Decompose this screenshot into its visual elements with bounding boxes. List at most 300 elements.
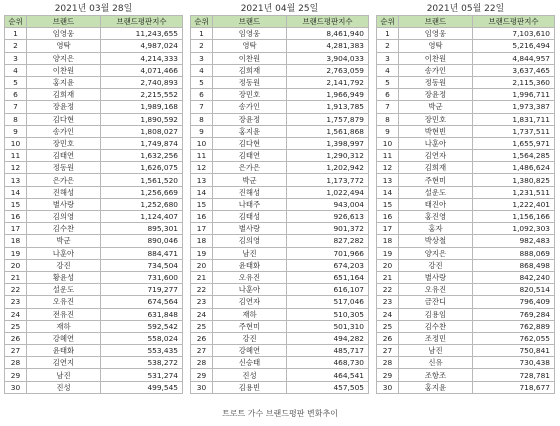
rank-cell: 9 (191, 125, 213, 137)
score-cell: 1,626,075 (101, 162, 183, 174)
brand-name-cell: 신유 (399, 357, 473, 369)
rank-cell: 4 (191, 64, 213, 76)
brand-name-cell: 전유진 (27, 308, 101, 320)
rank-cell: 3 (5, 52, 27, 64)
table-row (377, 320, 555, 332)
table-row (377, 235, 555, 247)
brand-name-cell: 박현빈 (399, 125, 473, 137)
score-cell: 1,022,494 (287, 186, 369, 198)
table-row (5, 76, 183, 88)
table-row (5, 113, 183, 125)
brand-name-cell: 김연지 (27, 357, 101, 369)
brand-name-cell: 홍지윤 (27, 76, 101, 88)
brand-name-cell: 나태주 (213, 198, 287, 210)
rank-cell: 20 (377, 259, 399, 271)
score-cell: 1,831,711 (473, 113, 555, 125)
brand-name-cell: 별사랑 (213, 223, 287, 235)
score-cell: 631,848 (101, 308, 183, 320)
score-cell: 517,046 (287, 296, 369, 308)
rank-cell: 14 (5, 186, 27, 198)
rank-cell: 2 (5, 40, 27, 52)
brand-name-cell: 김다현 (213, 137, 287, 149)
score-cell: 4,071,466 (101, 64, 183, 76)
table-row (191, 357, 369, 369)
table-row (5, 174, 183, 186)
brand-name-cell: 나훈아 (27, 247, 101, 259)
table-row (191, 247, 369, 259)
table-row (377, 28, 555, 40)
rank-cell: 18 (5, 235, 27, 247)
score-cell: 616,107 (287, 284, 369, 296)
table-row (377, 64, 555, 76)
brand-name-cell: 양지은 (399, 247, 473, 259)
score-cell: 1,092,303 (473, 223, 555, 235)
ranking-table (4, 15, 183, 394)
rank-cell: 1 (191, 28, 213, 40)
score-cell: 820,514 (473, 284, 555, 296)
table-row (377, 345, 555, 357)
rank-cell: 29 (191, 369, 213, 381)
brand-name-cell: 김희재 (399, 162, 473, 174)
table-row (5, 198, 183, 210)
brand-header: 브랜드 (213, 16, 287, 28)
rank-cell: 5 (377, 76, 399, 88)
table-row (5, 150, 183, 162)
rank-cell: 21 (191, 271, 213, 283)
rank-cell: 12 (377, 162, 399, 174)
rank-cell: 17 (5, 223, 27, 235)
table-header-row (191, 16, 369, 28)
score-cell: 888,069 (473, 247, 555, 259)
brand-name-cell: 김용임 (399, 308, 473, 320)
brand-name-cell: 남진 (213, 247, 287, 259)
score-cell: 531,274 (101, 369, 183, 381)
rank-cell: 8 (5, 113, 27, 125)
rank-cell: 11 (191, 150, 213, 162)
table-row (5, 40, 183, 52)
score-cell: 901,372 (287, 223, 369, 235)
table-row (377, 76, 555, 88)
table-row (191, 211, 369, 223)
table-row (191, 76, 369, 88)
rank-cell: 6 (5, 89, 27, 101)
rank-cell: 14 (377, 186, 399, 198)
rank-cell: 27 (5, 345, 27, 357)
score-cell: 1,890,592 (101, 113, 183, 125)
score-cell: 11,243,655 (101, 28, 183, 40)
score-cell: 1,808,027 (101, 125, 183, 137)
score-cell: 868,498 (473, 259, 555, 271)
rank-cell: 21 (5, 271, 27, 283)
table-row (377, 137, 555, 149)
brand-name-cell: 나훈아 (399, 137, 473, 149)
rank-cell: 19 (5, 247, 27, 259)
rank-cell: 26 (377, 332, 399, 344)
table-row (5, 223, 183, 235)
rank-cell: 4 (5, 64, 27, 76)
rank-cell: 7 (191, 101, 213, 113)
brand-name-cell: 임영웅 (27, 28, 101, 40)
score-cell: 1,749,874 (101, 137, 183, 149)
panel-date: 2021년 04월 25일 (240, 4, 319, 14)
table-row (191, 235, 369, 247)
rank-cell: 18 (377, 235, 399, 247)
score-cell: 719,277 (101, 284, 183, 296)
table-row (5, 186, 183, 198)
score-cell: 734,504 (101, 259, 183, 271)
brand-name-cell: 별사랑 (399, 271, 473, 283)
rank-cell: 8 (191, 113, 213, 125)
rank-cell: 12 (191, 162, 213, 174)
rank-cell: 1 (377, 28, 399, 40)
rank-cell: 10 (191, 137, 213, 149)
brand-name-cell: 박상철 (399, 235, 473, 247)
table-row (377, 308, 555, 320)
rank-header: 순위 (377, 16, 399, 28)
score-cell: 926,613 (287, 211, 369, 223)
table-row (191, 381, 369, 393)
brand-name-cell: 금잔디 (399, 296, 473, 308)
brand-name-cell: 김희재 (213, 64, 287, 76)
rank-cell: 10 (377, 137, 399, 149)
table-row (5, 52, 183, 64)
table-row (191, 101, 369, 113)
table-row (377, 89, 555, 101)
rank-cell: 6 (377, 89, 399, 101)
table-row (377, 52, 555, 64)
rank-cell: 17 (191, 223, 213, 235)
brand-name-cell: 김의영 (27, 211, 101, 223)
score-cell: 1,231,511 (473, 186, 555, 198)
rank-cell: 7 (5, 101, 27, 113)
table-row (377, 369, 555, 381)
score-cell: 464,541 (287, 369, 369, 381)
score-cell: 592,542 (101, 320, 183, 332)
rank-cell: 13 (377, 174, 399, 186)
brand-name-cell: 재하 (27, 320, 101, 332)
score-cell: 1,632,256 (101, 150, 183, 162)
score-cell: 762,055 (473, 332, 555, 344)
table-row (5, 320, 183, 332)
brand-name-cell: 강진 (399, 259, 473, 271)
brand-name-cell: 임영웅 (213, 28, 287, 40)
table-row (377, 247, 555, 259)
rank-cell: 25 (377, 320, 399, 332)
table-row (5, 162, 183, 174)
brand-name-cell: 영탁 (27, 40, 101, 52)
table-row (5, 284, 183, 296)
score-cell: 1,996,711 (473, 89, 555, 101)
score-cell: 538,272 (101, 357, 183, 369)
score-cell: 1,256,669 (101, 186, 183, 198)
rank-cell: 27 (191, 345, 213, 357)
table-row (5, 101, 183, 113)
brand-name-cell: 재하 (213, 308, 287, 320)
brand-name-cell: 홍지윤 (213, 125, 287, 137)
table-row (377, 186, 555, 198)
rank-cell: 15 (377, 198, 399, 210)
score-cell: 730,438 (473, 357, 555, 369)
brand-name-cell: 송가인 (399, 64, 473, 76)
rank-cell: 30 (191, 381, 213, 393)
brand-name-cell: 이찬원 (213, 52, 287, 64)
brand-name-cell: 진해성 (213, 186, 287, 198)
table-row (5, 64, 183, 76)
brand-name-cell: 영탁 (213, 40, 287, 52)
brand-name-cell: 김태성 (213, 211, 287, 223)
brand-header: 브랜드 (27, 16, 101, 28)
table-row (377, 332, 555, 344)
brand-name-cell: 장윤정 (399, 89, 473, 101)
score-cell: 762,889 (473, 320, 555, 332)
brand-name-cell: 조항조 (399, 369, 473, 381)
brand-name-cell: 김다현 (27, 113, 101, 125)
brand-name-cell: 신승태 (213, 357, 287, 369)
table-row (377, 211, 555, 223)
score-cell: 796,409 (473, 296, 555, 308)
table-row (377, 198, 555, 210)
score-cell: 2,763,059 (287, 64, 369, 76)
score-cell: 982,483 (473, 235, 555, 247)
score-header: 브랜드평판지수 (101, 16, 183, 28)
brand-name-cell: 나훈아 (213, 284, 287, 296)
table-row (5, 28, 183, 40)
rank-cell: 29 (377, 369, 399, 381)
brand-name-cell: 남진 (399, 345, 473, 357)
brand-name-cell: 김용빈 (213, 381, 287, 393)
table-row (377, 101, 555, 113)
ranking-panel-may (376, 4, 555, 394)
brand-name-cell: 홍지윤 (399, 381, 473, 393)
rank-header: 순위 (191, 16, 213, 28)
brand-name-cell: 김연자 (213, 296, 287, 308)
brand-name-cell: 김수찬 (399, 320, 473, 332)
brand-name-cell: 진성 (27, 381, 101, 393)
table-row (377, 174, 555, 186)
brand-name-cell: 설운도 (399, 186, 473, 198)
table-row (5, 345, 183, 357)
brand-name-cell: 임영웅 (399, 28, 473, 40)
rank-cell: 24 (377, 308, 399, 320)
score-cell: 827,282 (287, 235, 369, 247)
brand-name-cell: 양지은 (27, 52, 101, 64)
rank-cell: 28 (377, 357, 399, 369)
score-cell: 1,737,511 (473, 125, 555, 137)
brand-name-cell: 은가은 (213, 162, 287, 174)
brand-name-cell: 오유진 (27, 296, 101, 308)
table-row (191, 125, 369, 137)
table-row (191, 174, 369, 186)
brand-name-cell: 홍자 (399, 223, 473, 235)
score-cell: 499,545 (101, 381, 183, 393)
brand-name-cell: 강진 (27, 259, 101, 271)
table-row (5, 308, 183, 320)
rank-cell: 6 (191, 89, 213, 101)
table-row (377, 296, 555, 308)
rank-cell: 7 (377, 101, 399, 113)
score-cell: 890,046 (101, 235, 183, 247)
table-row (377, 125, 555, 137)
brand-name-cell: 윤태화 (213, 259, 287, 271)
table-row (191, 52, 369, 64)
rank-cell: 23 (5, 296, 27, 308)
score-cell: 4,844,957 (473, 52, 555, 64)
rank-cell: 22 (377, 284, 399, 296)
rank-cell: 29 (5, 369, 27, 381)
score-cell: 943,004 (287, 198, 369, 210)
rank-cell: 24 (191, 308, 213, 320)
score-cell: 769,284 (473, 308, 555, 320)
score-cell: 494,282 (287, 332, 369, 344)
score-cell: 4,987,024 (101, 40, 183, 52)
table-row (191, 64, 369, 76)
brand-name-cell: 오유진 (399, 284, 473, 296)
table-row (191, 345, 369, 357)
table-row (5, 357, 183, 369)
brand-name-cell: 송가인 (213, 101, 287, 113)
rank-cell: 17 (377, 223, 399, 235)
brand-name-cell: 남진 (27, 369, 101, 381)
ranking-table (190, 15, 369, 394)
brand-name-cell: 정동원 (399, 76, 473, 88)
rank-cell: 16 (191, 211, 213, 223)
table-row (5, 211, 183, 223)
table-row (191, 296, 369, 308)
brand-name-cell: 주현미 (213, 320, 287, 332)
rank-cell: 9 (377, 125, 399, 137)
rank-cell: 23 (377, 296, 399, 308)
brand-name-cell: 강혜연 (213, 345, 287, 357)
rank-cell: 27 (377, 345, 399, 357)
figure-caption: 트로트 가수 브랜드평판 변화추이 (222, 409, 338, 418)
score-cell: 485,717 (287, 345, 369, 357)
brand-name-cell: 김수찬 (27, 223, 101, 235)
score-cell: 1,655,971 (473, 137, 555, 149)
table-row (191, 369, 369, 381)
rank-cell: 9 (5, 125, 27, 137)
score-cell: 4,281,383 (287, 40, 369, 52)
rank-cell: 28 (5, 357, 27, 369)
rank-cell: 26 (5, 332, 27, 344)
table-row (191, 332, 369, 344)
score-cell: 2,115,360 (473, 76, 555, 88)
table-row (191, 308, 369, 320)
score-cell: 842,240 (473, 271, 555, 283)
brand-name-cell: 장민호 (213, 89, 287, 101)
table-row (377, 113, 555, 125)
score-cell: 558,024 (101, 332, 183, 344)
brand-name-cell: 김태연 (27, 150, 101, 162)
rank-cell: 10 (5, 137, 27, 149)
table-row (5, 235, 183, 247)
score-cell: 1,973,387 (473, 101, 555, 113)
brand-name-cell: 태진아 (399, 198, 473, 210)
table-row (377, 284, 555, 296)
score-cell: 1,398,997 (287, 137, 369, 149)
rank-cell: 11 (5, 150, 27, 162)
rank-cell: 30 (5, 381, 27, 393)
rank-cell: 19 (191, 247, 213, 259)
table-row (377, 162, 555, 174)
table-row (377, 40, 555, 52)
brand-name-cell: 박군 (213, 174, 287, 186)
brand-name-cell: 김의영 (213, 235, 287, 247)
score-cell: 3,904,033 (287, 52, 369, 64)
rank-cell: 16 (5, 211, 27, 223)
rank-cell: 8 (377, 113, 399, 125)
brand-name-cell: 조정민 (399, 332, 473, 344)
rank-cell: 23 (191, 296, 213, 308)
score-cell: 510,305 (287, 308, 369, 320)
rank-cell: 20 (5, 259, 27, 271)
score-cell: 731,600 (101, 271, 183, 283)
score-header: 브랜드평판지수 (473, 16, 555, 28)
score-cell: 1,290,312 (287, 150, 369, 162)
brand-name-cell: 홍진영 (399, 211, 473, 223)
score-cell: 674,564 (101, 296, 183, 308)
brand-name-cell: 오유진 (213, 271, 287, 283)
brand-name-cell: 박군 (399, 101, 473, 113)
score-cell: 1,913,785 (287, 101, 369, 113)
score-cell: 895,301 (101, 223, 183, 235)
rank-cell: 24 (5, 308, 27, 320)
table-row (191, 186, 369, 198)
rank-header: 순위 (5, 16, 27, 28)
rank-cell: 5 (191, 76, 213, 88)
rank-cell: 4 (377, 64, 399, 76)
score-cell: 674,203 (287, 259, 369, 271)
score-cell: 1,757,879 (287, 113, 369, 125)
score-cell: 1,564,285 (473, 150, 555, 162)
brand-name-cell: 장민호 (27, 137, 101, 149)
brand-name-cell: 진성 (213, 369, 287, 381)
score-cell: 651,164 (287, 271, 369, 283)
table-row (5, 89, 183, 101)
table-row (191, 150, 369, 162)
rank-cell: 11 (377, 150, 399, 162)
brand-name-cell: 정동원 (213, 76, 287, 88)
rank-cell: 2 (377, 40, 399, 52)
score-cell: 1,966,949 (287, 89, 369, 101)
score-cell: 8,461,940 (287, 28, 369, 40)
panel-date: 2021년 05월 22일 (426, 4, 505, 14)
brand-name-cell: 송가인 (27, 125, 101, 137)
score-cell: 2,141,792 (287, 76, 369, 88)
brand-name-cell: 설운도 (27, 284, 101, 296)
table-row (5, 259, 183, 271)
score-cell: 1,561,520 (101, 174, 183, 186)
rank-cell: 30 (377, 381, 399, 393)
score-cell: 728,781 (473, 369, 555, 381)
score-cell: 553,435 (101, 345, 183, 357)
table-row (377, 271, 555, 283)
table-row (377, 381, 555, 393)
brand-name-cell: 박군 (27, 235, 101, 247)
score-cell: 1,252,680 (101, 198, 183, 210)
rank-cell: 5 (5, 76, 27, 88)
table-row (377, 223, 555, 235)
brand-name-cell: 은가은 (27, 174, 101, 186)
rank-cell: 15 (191, 198, 213, 210)
score-cell: 718,677 (473, 381, 555, 393)
brand-name-cell: 장민호 (399, 113, 473, 125)
rank-cell: 16 (377, 211, 399, 223)
table-row (5, 271, 183, 283)
table-row (191, 284, 369, 296)
brand-name-cell: 주현미 (399, 174, 473, 186)
table-row (5, 247, 183, 259)
rank-cell: 22 (191, 284, 213, 296)
